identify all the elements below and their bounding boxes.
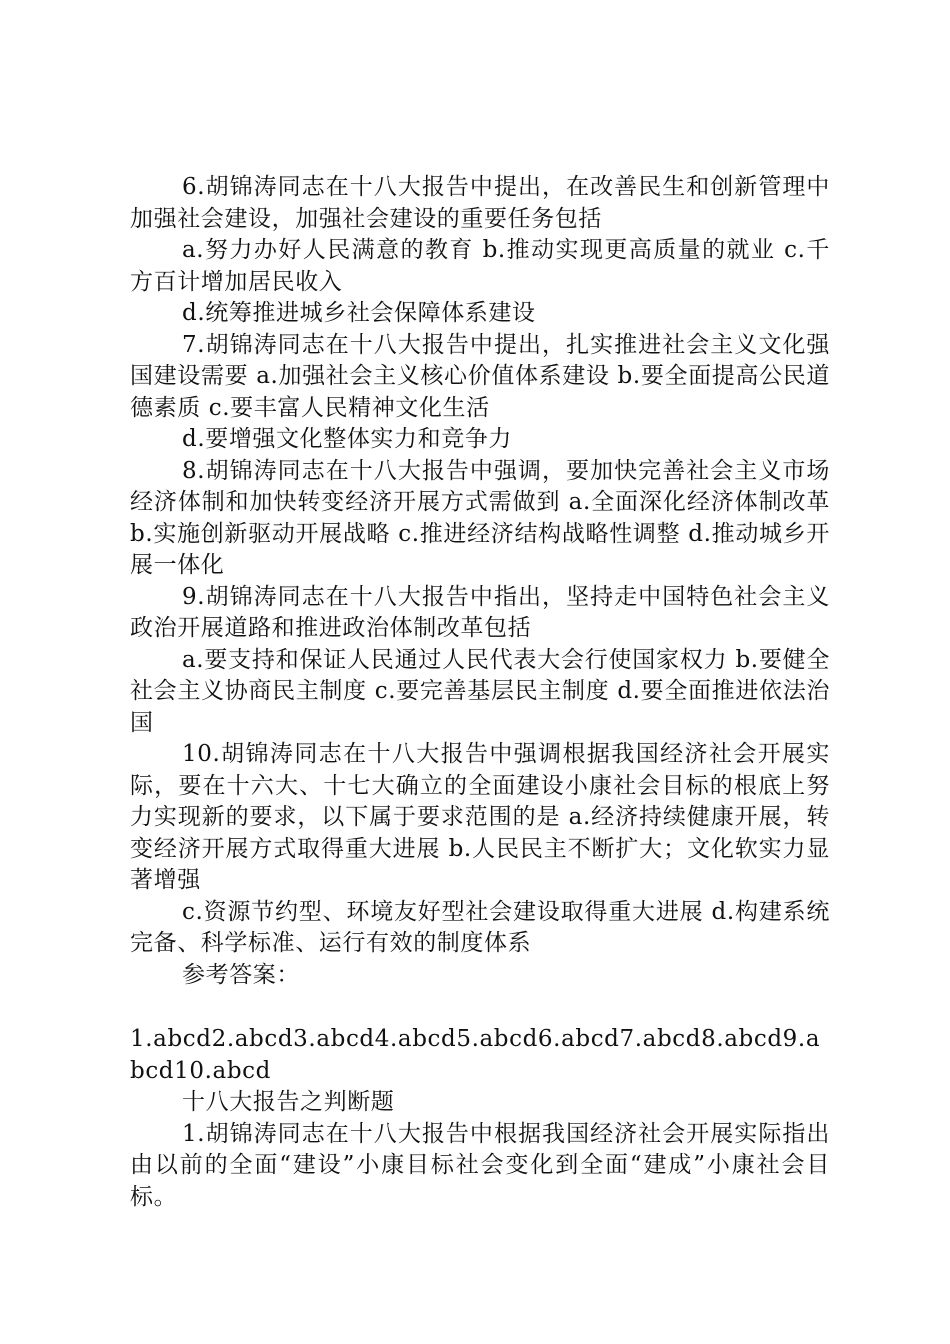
question-10: 10.胡锦涛同志在十八大报告中强调根据我国经济社会开展实际，要在十六大、十七大确立的全面建设小康社会目标的根底上努力实现新的要求，以下属于要求范围的是 a.经济持续健康开展，转变经济开展方式取得重大进展 b.人民民主不断扩大；文化软实力显著增强 (130, 741, 830, 893)
section-title: 十八大报告之判断题 (182, 1089, 395, 1115)
question-6-option-d: d.统筹推进城乡社会保障体系建设 (182, 300, 536, 326)
question-7-option-d: d.要增强文化整体实力和竞争力 (182, 426, 513, 452)
question-6: 6.胡锦涛同志在十八大报告中提出，在改善民生和创新管理中加强社会建设，加强社会建设的重要任务包括 (130, 174, 830, 232)
reference-answer-heading: 参考答案： (182, 961, 300, 988)
question-9: 9.胡锦涛同志在十八大报告中指出，坚持走中国特色社会主义政治开展道路和推进政治体制改革包括 (130, 583, 830, 641)
blank-line (130, 991, 830, 1024)
judgement-item-1: 1.胡锦涛同志在十八大报告中根据我国经济社会开展实际指出由以前的全面“建设”小康目标社会变化到全面“建成”小康社会目标。 (130, 1120, 830, 1210)
question-6-options-abc: a.努力办好人民满意的教育 b.推动实现更高质量的就业 c.千方百计增加居民收入 (130, 237, 830, 295)
question-7: 7.胡锦涛同志在十八大报告中提出，扎实推进社会主义文化强国建设需要 a.加强社会主义核心价值体系建设 b.要全面提高公民道德素质 c.要丰富人民精神文化生活 (130, 331, 830, 421)
question-8: 8.胡锦涛同志在十八大报告中强调，要加快完善社会主义市场经济体制和加快转变经济开展方式需做到 a.全面深化经济体制改革 b.实施创新驱动开展战略 c.推进经济结构战略性调整 d.推动城乡开展一体化 (130, 457, 830, 578)
answer-key: 1.abcd2.abcd3.abcd4.abcd5.abcd6.abcd7.abcd8.abcd9.abcd10.abcd (130, 1026, 821, 1084)
question-9-options: a.要支持和保证人民通过人民代表大会行使国家权力 b.要健全社会主义协商民主制度 c.要完善基层民主制度 d.要全面推进依法治国 (130, 646, 830, 736)
question-10-options-cd: c.资源节约型、环境友好型社会建设取得重大进展 d.构建系统完备、科学标准、运行有效的制度体系 (130, 898, 830, 956)
document-page (130, 172, 830, 1213)
